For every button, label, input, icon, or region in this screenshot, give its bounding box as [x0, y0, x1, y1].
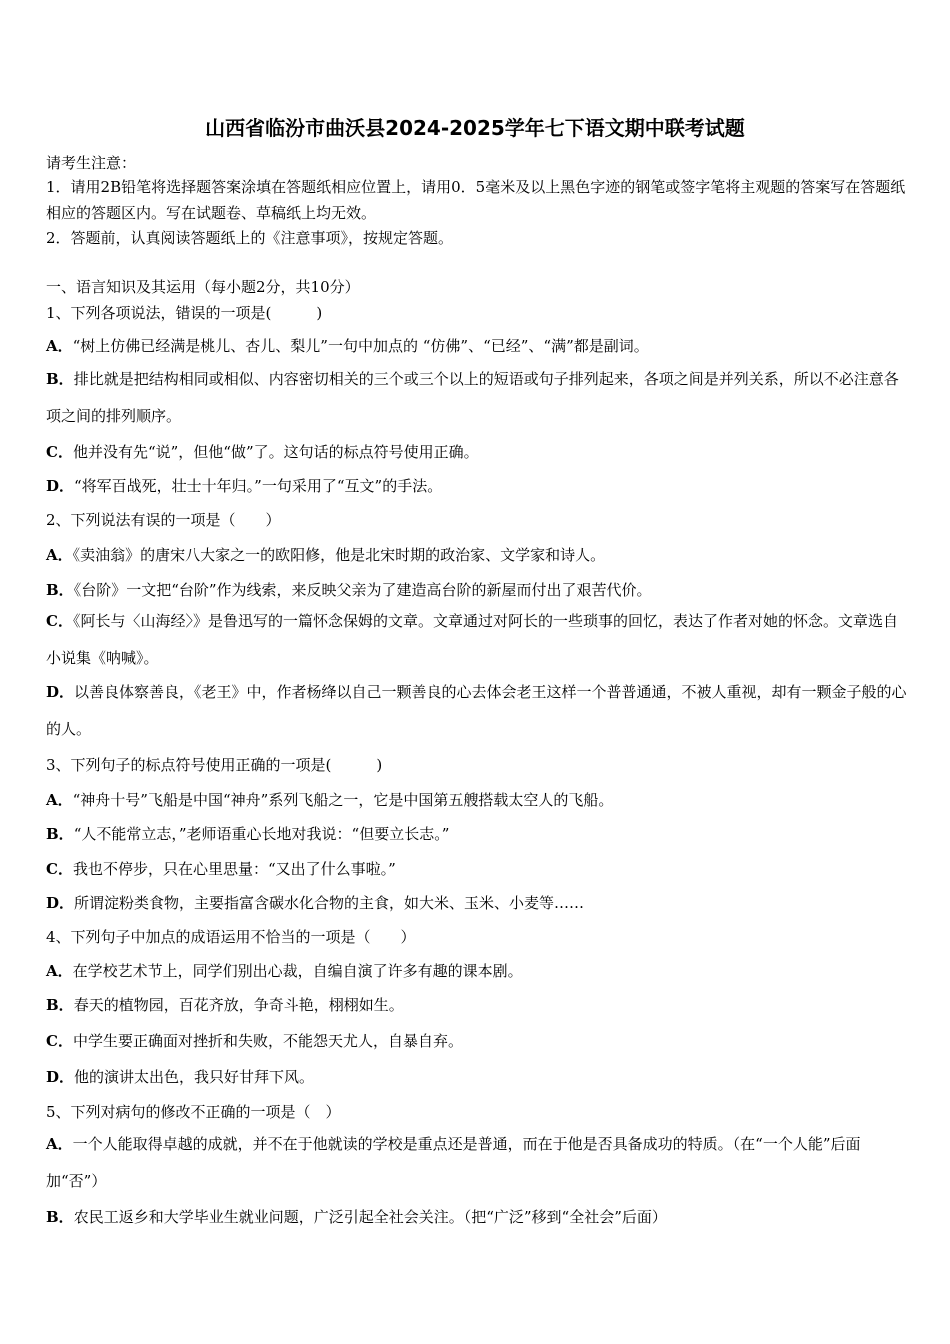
- option-text: 春天的植物园，百花齐放，争奇斗艳，栩栩如生。: [73, 996, 404, 1014]
- option-text: 他的演讲太出色，我只好甘拜下风。: [74, 1068, 315, 1086]
- option-label: B．: [46, 996, 74, 1014]
- option-row: [46, 674, 908, 748]
- option-label: A．: [46, 962, 73, 980]
- option-row: [46, 475, 442, 496]
- option-text: 《阿长与〈山海经〉》是鲁迅写的一篇怀念保姆的文章。文章通过对阿长的一些琐事的回忆，表达了作者对她的怀念。文章选自小说集《呐喊》。: [46, 612, 898, 667]
- option-label: D．: [46, 477, 75, 495]
- option-row: [46, 335, 649, 356]
- option-row: [46, 441, 479, 462]
- option-row: [46, 858, 396, 879]
- option-row: [46, 789, 613, 810]
- option-text: 中学生要正确面对挫折和失败，不能怨天尤人，自暴自弃。: [72, 1032, 463, 1050]
- question-stem: 3、下列句子的标点符号使用正确的一项是( ): [46, 756, 383, 774]
- option-row: [46, 1126, 908, 1200]
- option-text: “人不能常立志，”老师语重心长地对我说：“但要立长志。”: [73, 825, 450, 843]
- option-row: [46, 892, 584, 913]
- option-label: A．: [46, 791, 73, 809]
- option-text: 一个人能取得卓越的成就，并不在于他就读的学校是重点还是普通，而在于他是否具备成功的特质。（在“一个人能”后面加“否”）: [46, 1135, 861, 1190]
- question-stem: 4、下列句子中加点的成语运用不恰当的一项是（ ）: [46, 928, 416, 946]
- option-text: 他并没有先“说”，但他“做”了。这句话的标点符号使用正确。: [72, 443, 479, 461]
- option-text: 农民工返乡和大学毕业生就业问题，广泛引起全社会关注。（把“广泛”移到“全社会”后面）: [73, 1208, 667, 1226]
- option-label: A．: [46, 1135, 73, 1153]
- option-label: C．: [46, 612, 73, 630]
- question-stem: 5、下列对病句的修改不正确的一项是（ ）: [46, 1103, 341, 1121]
- option-text: 我也不停步，只在心里思量：“又出了什么事啦。”: [72, 860, 396, 878]
- notice-item-2: 2．答题前，认真阅读答题纸上的《注意事项》，按规定答题。: [46, 229, 454, 247]
- page-title: 山西省临汾市曲沃县2024-2025学年七下语文期中联考试题: [205, 116, 745, 140]
- option-label: B．: [46, 581, 74, 599]
- option-text: “将军百战死，壮士十年归。”一句采用了“互文”的手法。: [74, 477, 443, 495]
- option-label: A．: [46, 546, 73, 564]
- option-text: 《台阶》一文把“台阶”作为线索，来反映父亲为了建造高台阶的新屋而付出了艰苦代价。: [73, 581, 652, 599]
- option-label: B．: [46, 825, 74, 843]
- option-text: 所谓淀粉类食物，主要指富含碳水化合物的主食，如大米、玉米、小麦等……: [74, 894, 585, 912]
- option-label: A．: [46, 337, 73, 355]
- option-label: C．: [46, 443, 73, 461]
- option-text: 在学校艺术节上，同学们别出心裁，自编自演了许多有趣的课本剧。: [72, 962, 523, 980]
- notice-heading: 请考生注意：: [46, 154, 137, 172]
- option-row: [46, 361, 908, 435]
- option-label: D．: [46, 894, 75, 912]
- option-row: [46, 1030, 463, 1051]
- option-row: [46, 994, 404, 1015]
- option-text: “神舟十号”飞船是中国“神舟”系列飞船之一，它是中国第五艘搭载太空人的飞船。: [72, 791, 614, 809]
- question-stem: 2、下列说法有误的一项是（ ）: [46, 511, 281, 529]
- option-row: [46, 1066, 314, 1087]
- option-text: 《卖油翁》的唐宋八大家之一的欧阳修，他是北宋时期的政治家、文学家和诗人。: [72, 546, 606, 564]
- option-label: D．: [46, 683, 75, 701]
- option-row: [46, 579, 652, 600]
- option-row: [46, 544, 605, 565]
- question-stem: 1、下列各项说法，错误的一项是( ): [46, 304, 323, 322]
- section-heading: 一、语言知识及其运用（每小题2分，共10分）: [46, 278, 360, 296]
- option-label: B．: [46, 1208, 74, 1226]
- option-row: [46, 823, 449, 844]
- option-label: C．: [46, 860, 73, 878]
- option-label: D．: [46, 1068, 75, 1086]
- option-text: 以善良体察善良，《老王》中，作者杨绛以自己一颗善良的心去体会老王这样一个普普通通，不被人重视，却有一颗金子般的心的人。: [46, 683, 907, 738]
- option-row: [46, 960, 523, 981]
- option-row: [46, 1206, 667, 1227]
- option-label: B．: [46, 370, 74, 388]
- notice-item-1: 1．请用2B铅笔将选择题答案涂填在答题纸相应位置上，请用0．5毫米及以上黑色字迹的钢笔或签字笔将主观题的答案写在答题纸相应的答题区内。写在试题卷、草稿纸上均无效。: [46, 178, 906, 222]
- option-text: 排比就是把结构相同或相似、内容密切相关的三个或三个以上的短语或句子排列起来，各项之间是并列关系，所以不必注意各项之间的排列顺序。: [46, 370, 899, 425]
- option-text: “树上仿佛已经满是桃儿、杏儿、梨儿”一句中加点的 “仿佛”、“已经”、“满”都是副词。: [72, 337, 649, 355]
- option-label: C．: [46, 1032, 73, 1050]
- option-row: [46, 603, 908, 677]
